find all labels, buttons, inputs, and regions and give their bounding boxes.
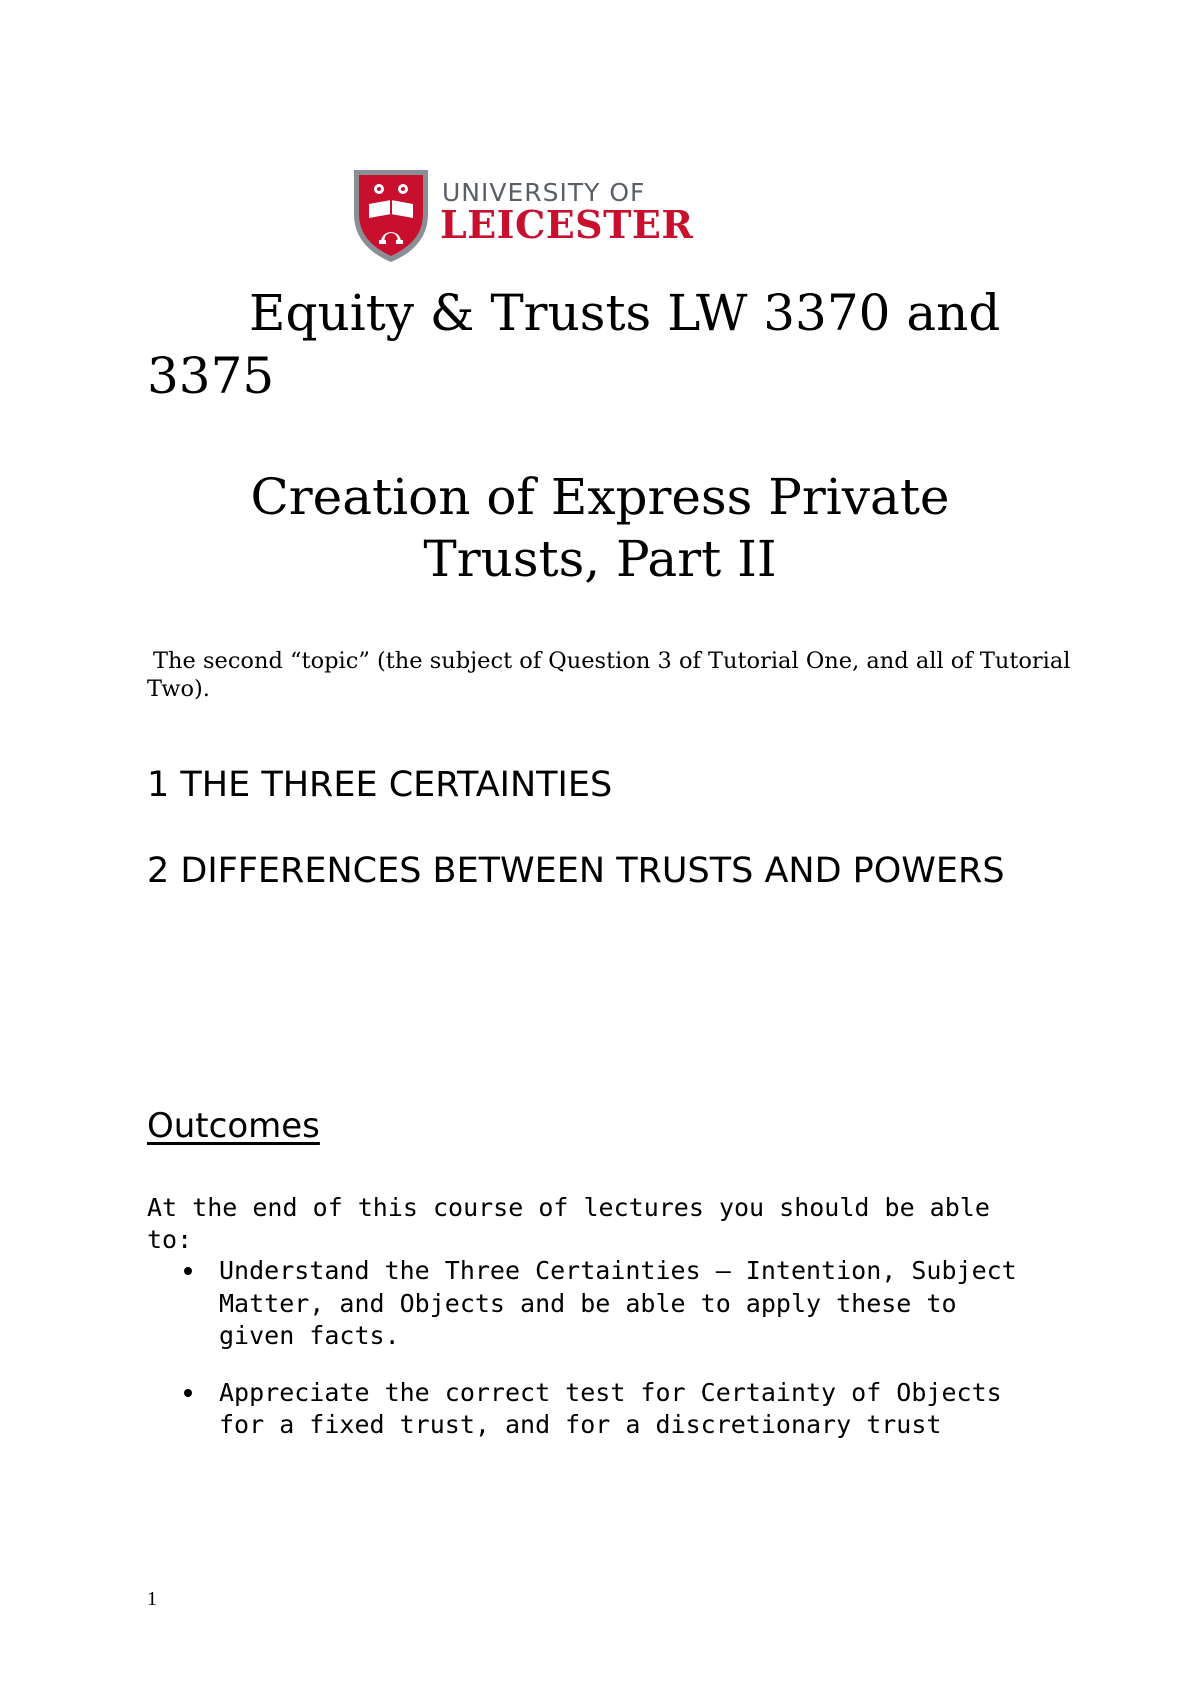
page-number: 1 — [147, 1588, 157, 1610]
list-item — [147, 1255, 1039, 1353]
topic-title — [147, 466, 1053, 590]
bullet-icon — [184, 1267, 192, 1275]
section-heading-trusts-and-powers: 2 DIFFERENCES BETWEEN TRUSTS AND POWERS — [147, 851, 1005, 891]
topic-title-line-1: Creation of Express Private — [250, 468, 950, 526]
course-title: Equity & Trusts LW 3370 and 3375 — [147, 284, 1001, 405]
university-crest-icon — [352, 168, 430, 264]
section-heading-three-certainties: 1 THE THREE CERTAINTIES — [147, 765, 613, 805]
intro-paragraph: The second “topic” (the subject of Question 3 of Tutorial One, and all of Tutorial Two). — [147, 648, 1071, 702]
outcomes-lead-text: At the end of this course of lectures you should be able to: — [147, 1193, 990, 1254]
logo-text-university-of: UNIVERSITY OF — [442, 178, 646, 207]
outcomes-heading: Outcomes — [147, 1106, 320, 1146]
list-item-text: Understand the Three Certainties – Intention, Subject Matter, and Objects and be able to apply these to given facts. — [219, 1256, 1017, 1350]
outcomes-list — [147, 1255, 1047, 1466]
logo-text-leicester: LEICESTER — [440, 202, 694, 247]
list-item — [147, 1377, 1039, 1442]
topic-title-line-2: Trusts, Part II — [423, 530, 777, 588]
university-logo — [352, 168, 712, 264]
bullet-icon — [184, 1389, 192, 1397]
list-item-text: Appreciate the correct test for Certainty of Objects for a fixed trust, and for a discretionary trust — [219, 1377, 1002, 1439]
